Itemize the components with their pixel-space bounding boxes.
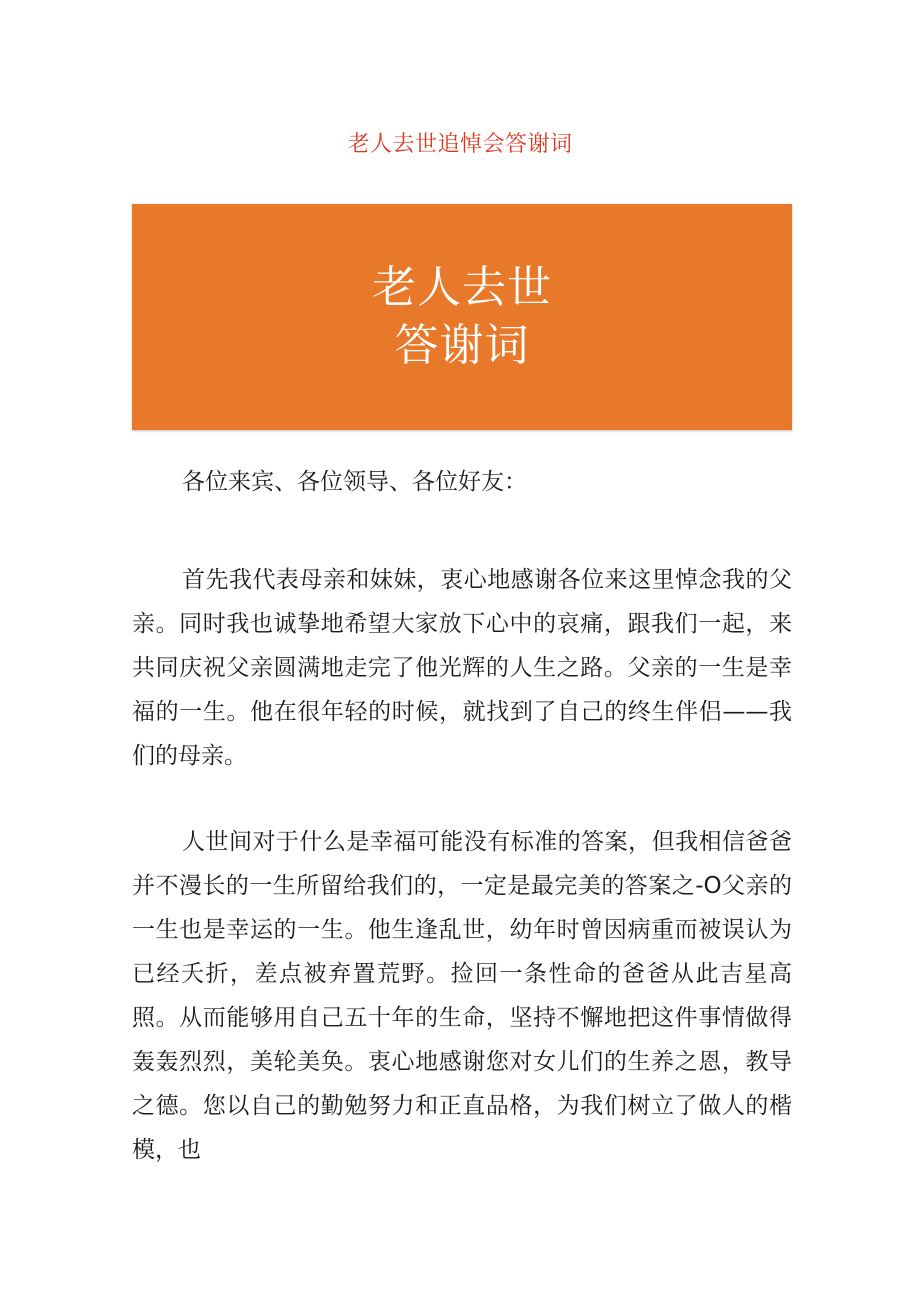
title-banner [132,204,792,430]
paragraph-2: 人世间对于什么是幸福可能没有标准的答案，但我相信爸爸并不漫长的一生所留给我们的，一定是最完美的答案之-O父亲的一生也是幸运的一生。他生逢乱世，幼年时曾因病重而被误认为已经夭折，差点被弃置荒野。捡回一条性命的爸爸从此吉星高照。从而能够用自己五十年的生命，坚持不懈地把这件事情做得轰轰烈烈，美轮美奂。衷心地感谢您对女儿们的生养之恩，教导之德。您以自己的勤勉努力和正直品格，为我们树立了做人的楷模，也 [132,829,792,1163]
document-title: 老人去世追悼会答谢词 [347,132,573,157]
document-body [132,462,792,1172]
paragraph-1: 首先我代表母亲和妹妹，衷心地感谢各位来这里悼念我的父亲。同时我也诚挚地希望大家放下心中的哀痛，跟我们一起，来共同庆祝父亲圆满地走完了他光辉的人生之路。父亲的一生是幸福的一生。他在很年轻的时候，就找到了自己的终生伴侣——我们的母亲。 [132,567,792,769]
banner-title-line-1: 老人去世 [372,262,552,313]
banner-title-line-2: 答谢词 [394,320,530,371]
salutation: 各位来宾、各位领导、各位好友： [182,469,527,495]
